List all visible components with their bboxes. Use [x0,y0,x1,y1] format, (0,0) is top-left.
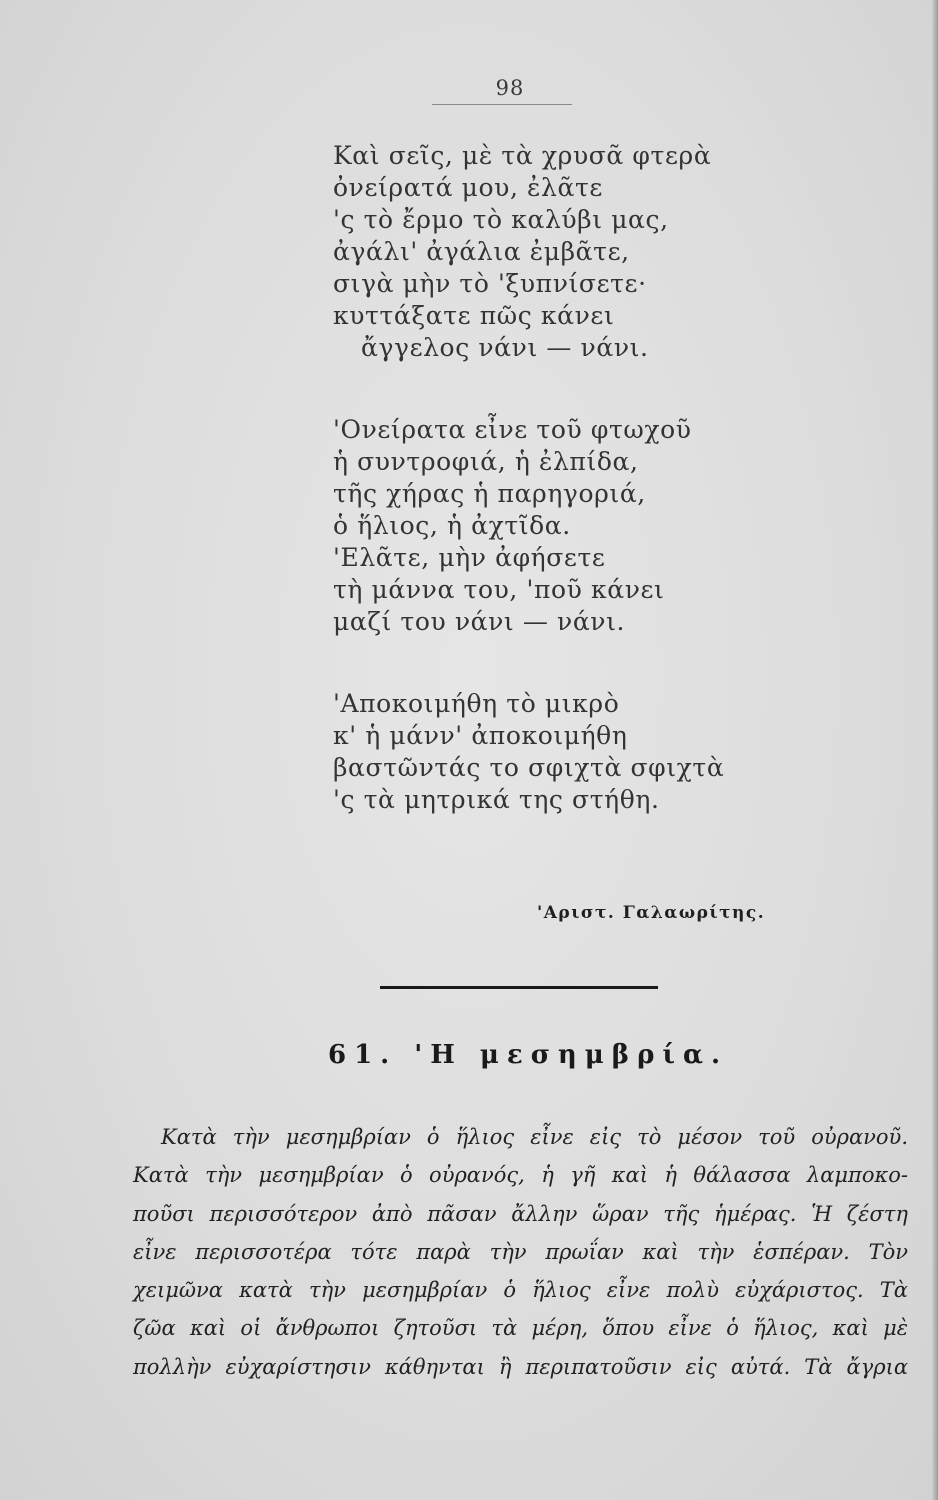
page-edge-shadow [932,0,938,1500]
poem-stanza [333,140,853,364]
poem-line: τῆς χήρας ἡ παρηγοριά, [333,479,646,508]
poem-line: κυττάξατε πῶς κάνει [333,301,615,330]
poem-line: Καὶ σεῖς, μὲ τὰ χρυσᾶ φτερὰ [333,141,712,170]
poem-attribution: 'Αριστ. Γαλαωρίτης. [537,903,766,923]
poem [333,140,853,816]
prose-line: Κατὰ τὴν μεσημβρίαν ὁ ἥλιος εἶνε εἰς τὸ μέσον τοῦ οὐρανοῦ. [161,1125,908,1149]
poem-line: 'ς τὸ ἔρμο τὸ καλύβι μας, [333,205,669,234]
poem-line: σιγὰ μὴν τὸ 'ξυπνίσετε· [333,269,647,298]
page-number-rule [432,104,572,105]
poem-line: 'Αποκοιμήθη τὸ μικρὸ [333,689,620,718]
poem-line: βαστῶντάς το σφιχτὰ σφιχτὰ [333,753,725,782]
section-title: 61. 'Η μεσημβρία. [328,1040,728,1070]
page-number: 98 [495,76,525,100]
poem-line: ἀγάλι' ἀγάλια ἐμβᾶτε, [333,237,630,266]
poem-line-refrain: ἄγγελος νάνι — νάνι. [361,333,649,362]
poem-stanza [333,414,853,638]
poem-line: μαζί του νάνι — νάνι. [333,607,626,636]
poem-line: τὴ μάννα του, 'ποῦ κάνει [333,575,665,604]
prose-line: εἶνε περισσοτέρα τότε παρὰ τὴν πρωΐαν καὶ τὴν ἑσπέραν. Τὸν [133,1239,908,1264]
prose-line: ζῶα καὶ οἱ ἄνθρωποι ζητοῦσι τὰ μέρη, ὅπου εἶνε ὁ ἥλιος, καὶ μὲ [133,1316,908,1341]
prose-line: Κατὰ τὴν μεσημβρίαν ὁ οὐρανός, ἡ γῆ καὶ ἡ θάλασσα λαμποκο- [133,1163,908,1188]
poem-line: 'ς τὰ μητρικά της στήθη. [333,785,660,814]
prose-line: πολλὴν εὐχαρίστησιν κάθηνται ἢ περιπατοῦσιν εἰς αὐτά. Τὰ ἄγρια [133,1354,908,1379]
poem-line: ὀνείρατά μου, ἐλᾶτε [333,173,603,202]
poem-line: ἡ συντροφιά, ἡ ἐλπίδα, [333,447,639,476]
poem-stanza [333,688,853,816]
poem-line: 'Ελᾶτε, μὴν ἀφήσετε [333,543,606,572]
poem-line: 'Ονείρατα εἶνε τοῦ φτωχοῦ [333,415,692,444]
prose-line: ποῦσι περισσότερον ἀπὸ πᾶσαν ἄλλην ὥραν τῆς ἡμέρας. Ἡ ζέστη [133,1201,908,1226]
poem-line: κ' ἡ μάνν' ἀποκοιμήθη [333,721,628,750]
poem-line: ὁ ἥλιος, ἡ ἀχτῖδα. [333,511,571,540]
section-divider [380,986,658,989]
prose-line: χειμῶνα κατὰ τὴν μεσημβρίαν ὁ ἥλιος εἶνε πολὺ εὐχάριστος. Τὰ [133,1278,908,1303]
prose-paragraph [133,1118,908,1386]
